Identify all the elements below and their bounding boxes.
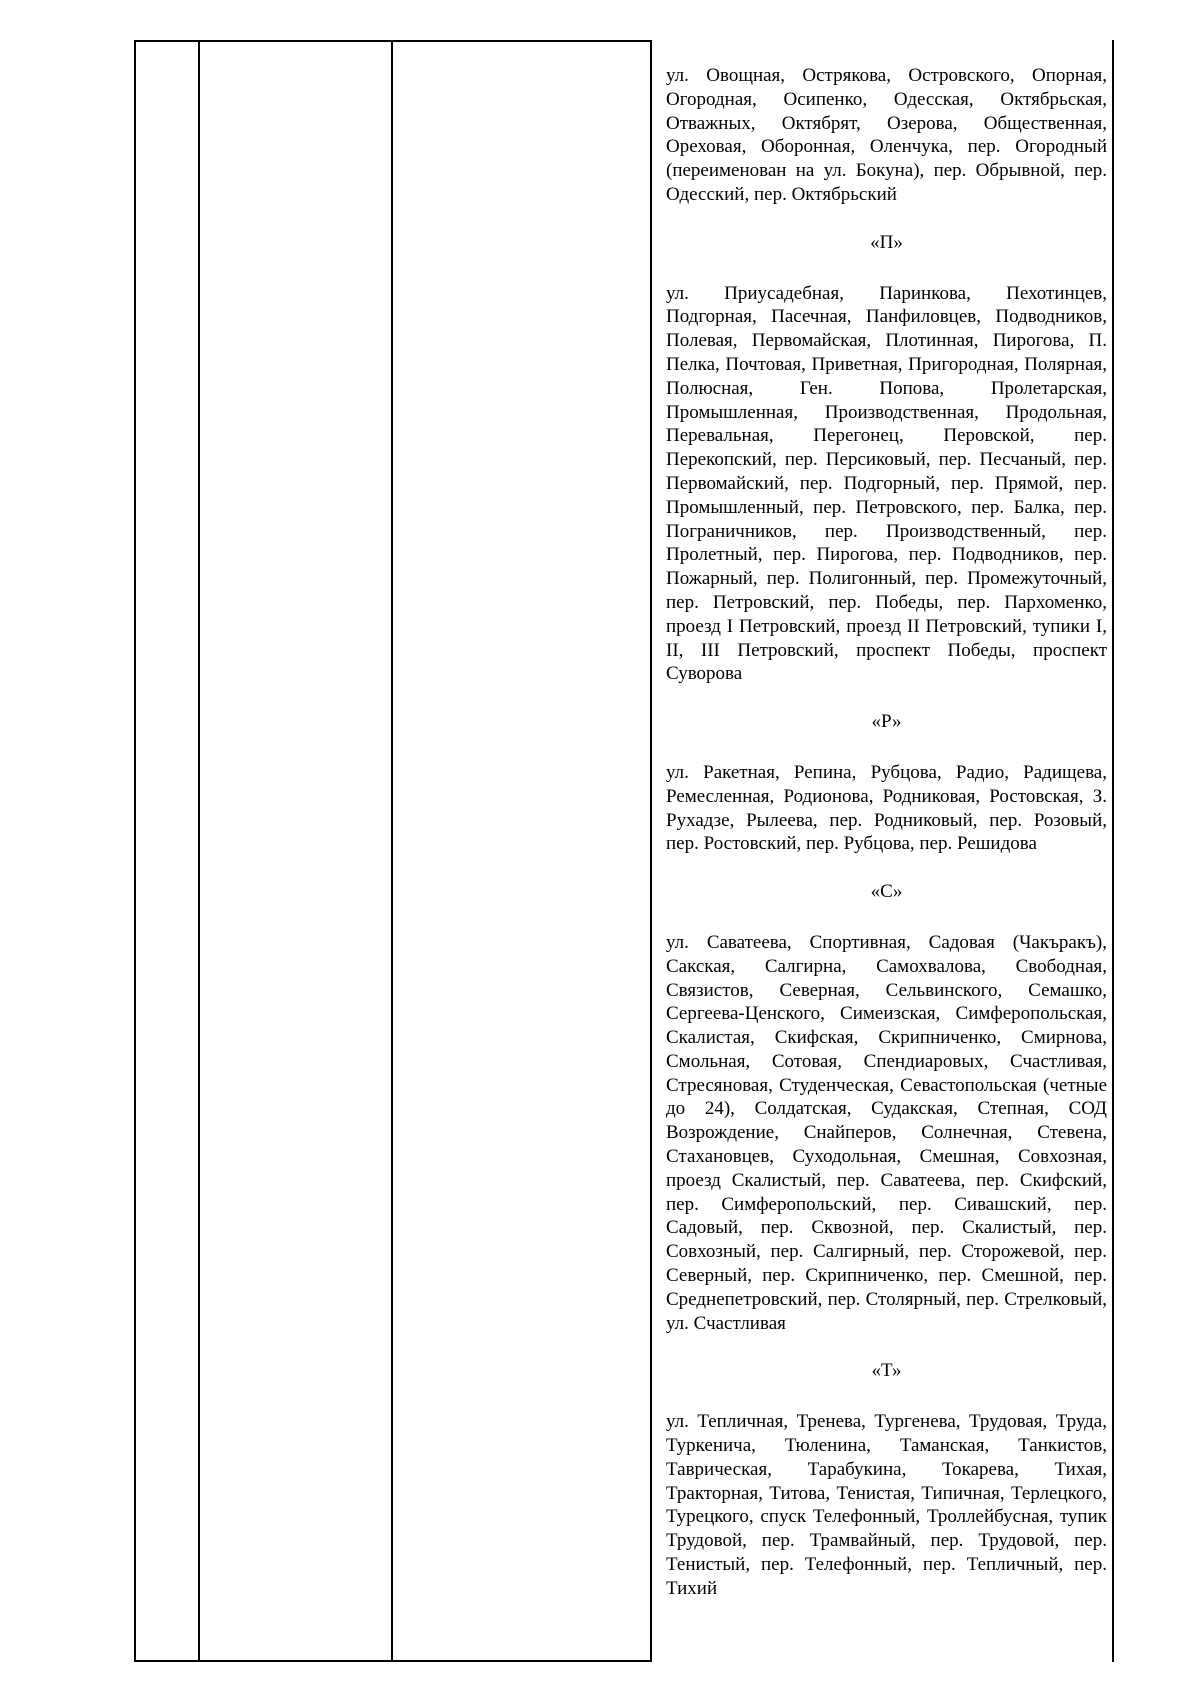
table-bottom-border <box>134 1660 652 1662</box>
column-border-2 <box>198 40 200 1662</box>
section-o-streets: ул. Овощная, Острякова, Островского, Опорная, Огородная, Осипенко, Одесская, Октябрьская, Отважных, Октябрят, Озерова, Общественная, Ореховая, Оборонная, Оленчука, пер. Огородный (переименован на ул. Бокуна), пер. Обрывной, пер. Одесский, пер. Октябрьский <box>666 65 1107 205</box>
section-p-heading: «П» <box>870 231 903 253</box>
section-p-streets: ул. Приусадебная, Паринкова, Пехотинцев, Подгорная, Пасечная, Панфиловцев, Подводников, Полевая, Первомайская, Плотинная, Пирогова, П. Пелка, Почтовая, Приветная, Пригородная, Полярная, Полюсная, Ген. Попова, Пролетарская, Промышленная, Производственная, Продольная, Перевальная, Перегонец, Перовской, пер. Перекопский, пер. Персиковый, пер. Песчаный, пер. Первомайский, пер. Подгорный, пер. Прямой, пер. Промышленный, пер. Петровского, пер. Балка, пер. Пограничников, пер. Производственный, пер. Пролетный, пер. Пирогова, пер. Подводников, пер. Пожарный, пер. Полигонный, пер. Промежуточный, пер. Петровский, пер. Победы, пер. Пархоменко, проезд I Петровский, проезд II Петровский, тупики I, II, III Петровский, проспект Победы, проспект Суворова <box>666 282 1107 685</box>
table-top-border <box>134 40 652 42</box>
section-t-streets: ул. Тепличная, Тренева, Тургенева, Трудовая, Труда, Туркенича, Тюленина, Таманская, Танкистов, Таврическая, Тарабукина, Токарева, Тихая, Тракторная, Титова, Тенистая, Типичная, Терлецкого, Турецкого, спуск Телефонный, Троллейбусная, тупик Трудовой, пер. Трамвайный, пер. Трудовой, пер. Тенистый, пер. Телефонный, пер. Тепличный, пер. Тихий <box>666 1411 1107 1599</box>
column-border-5 <box>1112 40 1114 1662</box>
street-list-column <box>666 64 1107 1601</box>
section-r-heading: «Р» <box>871 711 902 733</box>
column-border-1 <box>134 40 136 1662</box>
section-t-heading: «Т» <box>871 1360 902 1382</box>
section-s-streets: ул. Саватеева, Спортивная, Садовая (Чакъракъ), Сакская, Салгирна, Самохвалова, Свободная, Связистов, Северная, Сельвинского, Семашко, Сергеева-Ценского, Симеизская, Симферопольская, Скалистая, Скифская, Скрипниченко, Смирнова, Смольная, Сотовая, Спендиаровых, Счастливая, Стресяновая, Студенческая, Севастопольская (четные до 24), Солдатская, Судакская, Степная, СОД Возрождение, Снайперов, Солнечная, Стевена, Стахановцев, Суходольная, Смешная, Совхозная, проезд Скалистый, пер. Саватеева, пер. Скифский, пер. Симферопольский, пер. Сивашский, пер. Садовый, пер. Сквозной, пер. Скалистый, пер. Совхозный, пер. Салгирный, пер. Сторожевой, пер. Северный, пер. Скрипниченко, пер. Смешной, пер. Среднепетровский, пер. Столярный, пер. Стрелковый, ул. Счастливая <box>666 931 1107 1334</box>
column-border-4 <box>650 40 652 1662</box>
column-border-3 <box>391 40 393 1662</box>
section-r-streets: ул. Ракетная, Репина, Рубцова, Радио, Радищева, Ремесленная, Родионова, Родниковая, Ростовская, З. Рухадзе, Рылеева, пер. Родниковый, пер. Розовый, пер. Ростовский, пер. Рубцова, пер. Решидова <box>666 761 1107 855</box>
section-s-heading: «С» <box>870 881 903 903</box>
